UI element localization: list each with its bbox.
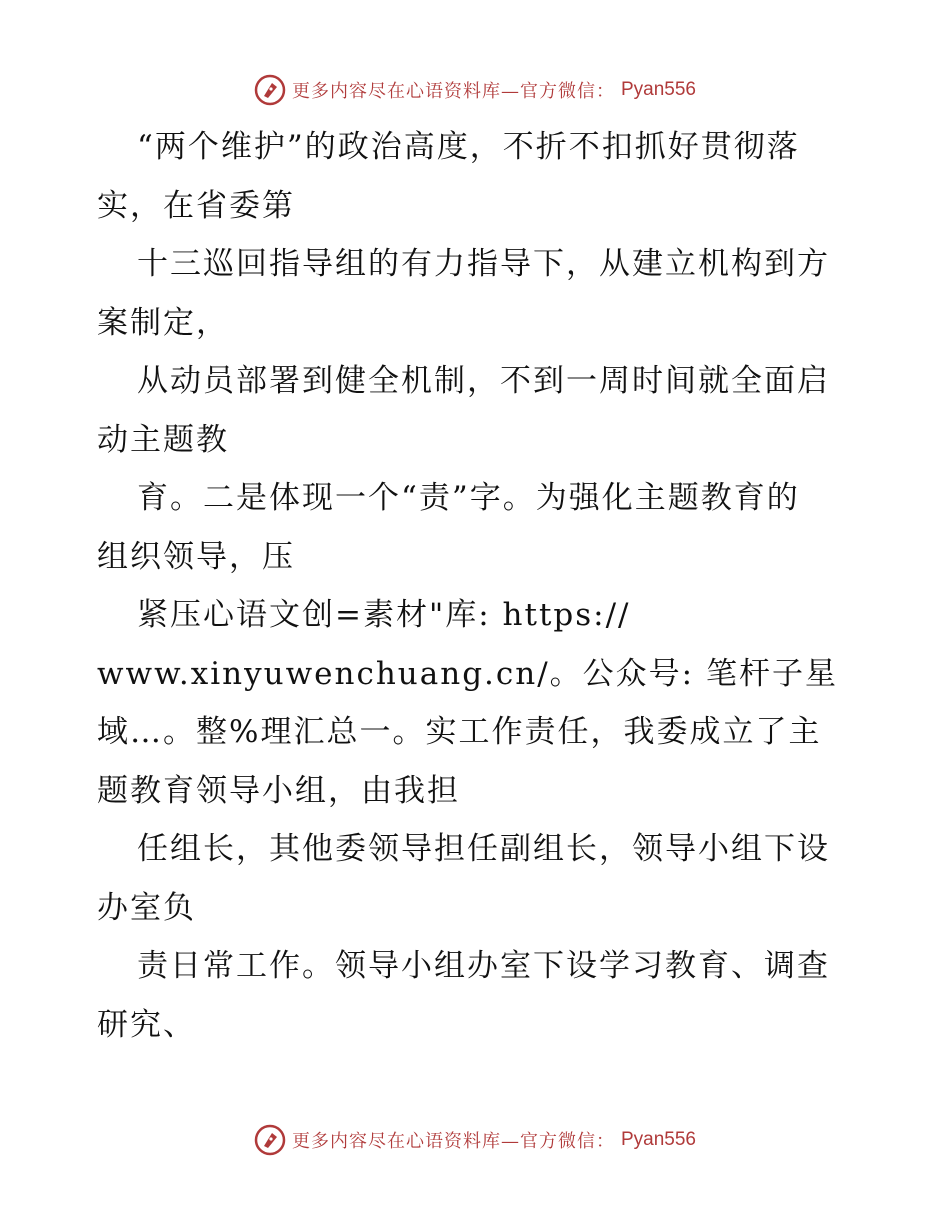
body-line: 组织领导，压	[97, 538, 295, 575]
header-wechat-id: Pyan556	[620, 79, 696, 100]
body-line: “两个维护”的政治高度，不折不扣抓好贯彻落	[137, 129, 800, 165]
body-line: www.xinyuwenchuang.cn/。公众号: 笔杆子星	[97, 655, 838, 692]
body-line: 动主题教	[97, 421, 229, 458]
pen-nib-icon	[254, 1124, 286, 1156]
footer-wechat-id: Pyan556	[620, 1129, 696, 1150]
body-line: 责日常工作。领导小组办室下设学习教育、调查	[137, 948, 830, 984]
body-line: 案制定，	[97, 304, 229, 341]
pen-nib-icon	[254, 74, 286, 106]
body-line: 任组长，其他委领导担任副组长，领导小组下设	[137, 831, 830, 867]
body-line: 紧压心语文创=素材"库: https://	[137, 597, 631, 633]
page-header-banner	[0, 70, 950, 110]
body-line: 实，在省委第	[97, 187, 295, 224]
body-line: 域…。整%理汇总一。实工作责任，我委成立了主	[97, 714, 822, 750]
body-line: 育。二是体现一个“责”字。为强化主题教育的	[137, 480, 800, 516]
body-line: 十三巡回指导组的有力指导下，从建立机构到方	[137, 246, 830, 282]
body-line: 研究、	[97, 1006, 196, 1043]
page-footer-banner	[0, 1120, 950, 1160]
document-body	[97, 118, 867, 1054]
body-line: 办室负	[97, 889, 196, 926]
footer-banner-text: 更多内容尽在心语资料库—官方微信：	[291, 1131, 615, 1152]
body-line: 题教育领导小组，由我担	[97, 772, 460, 809]
header-banner-text: 更多内容尽在心语资料库—官方微信：	[291, 81, 615, 102]
body-line: 从动员部署到健全机制，不到一周时间就全面启	[137, 363, 830, 399]
